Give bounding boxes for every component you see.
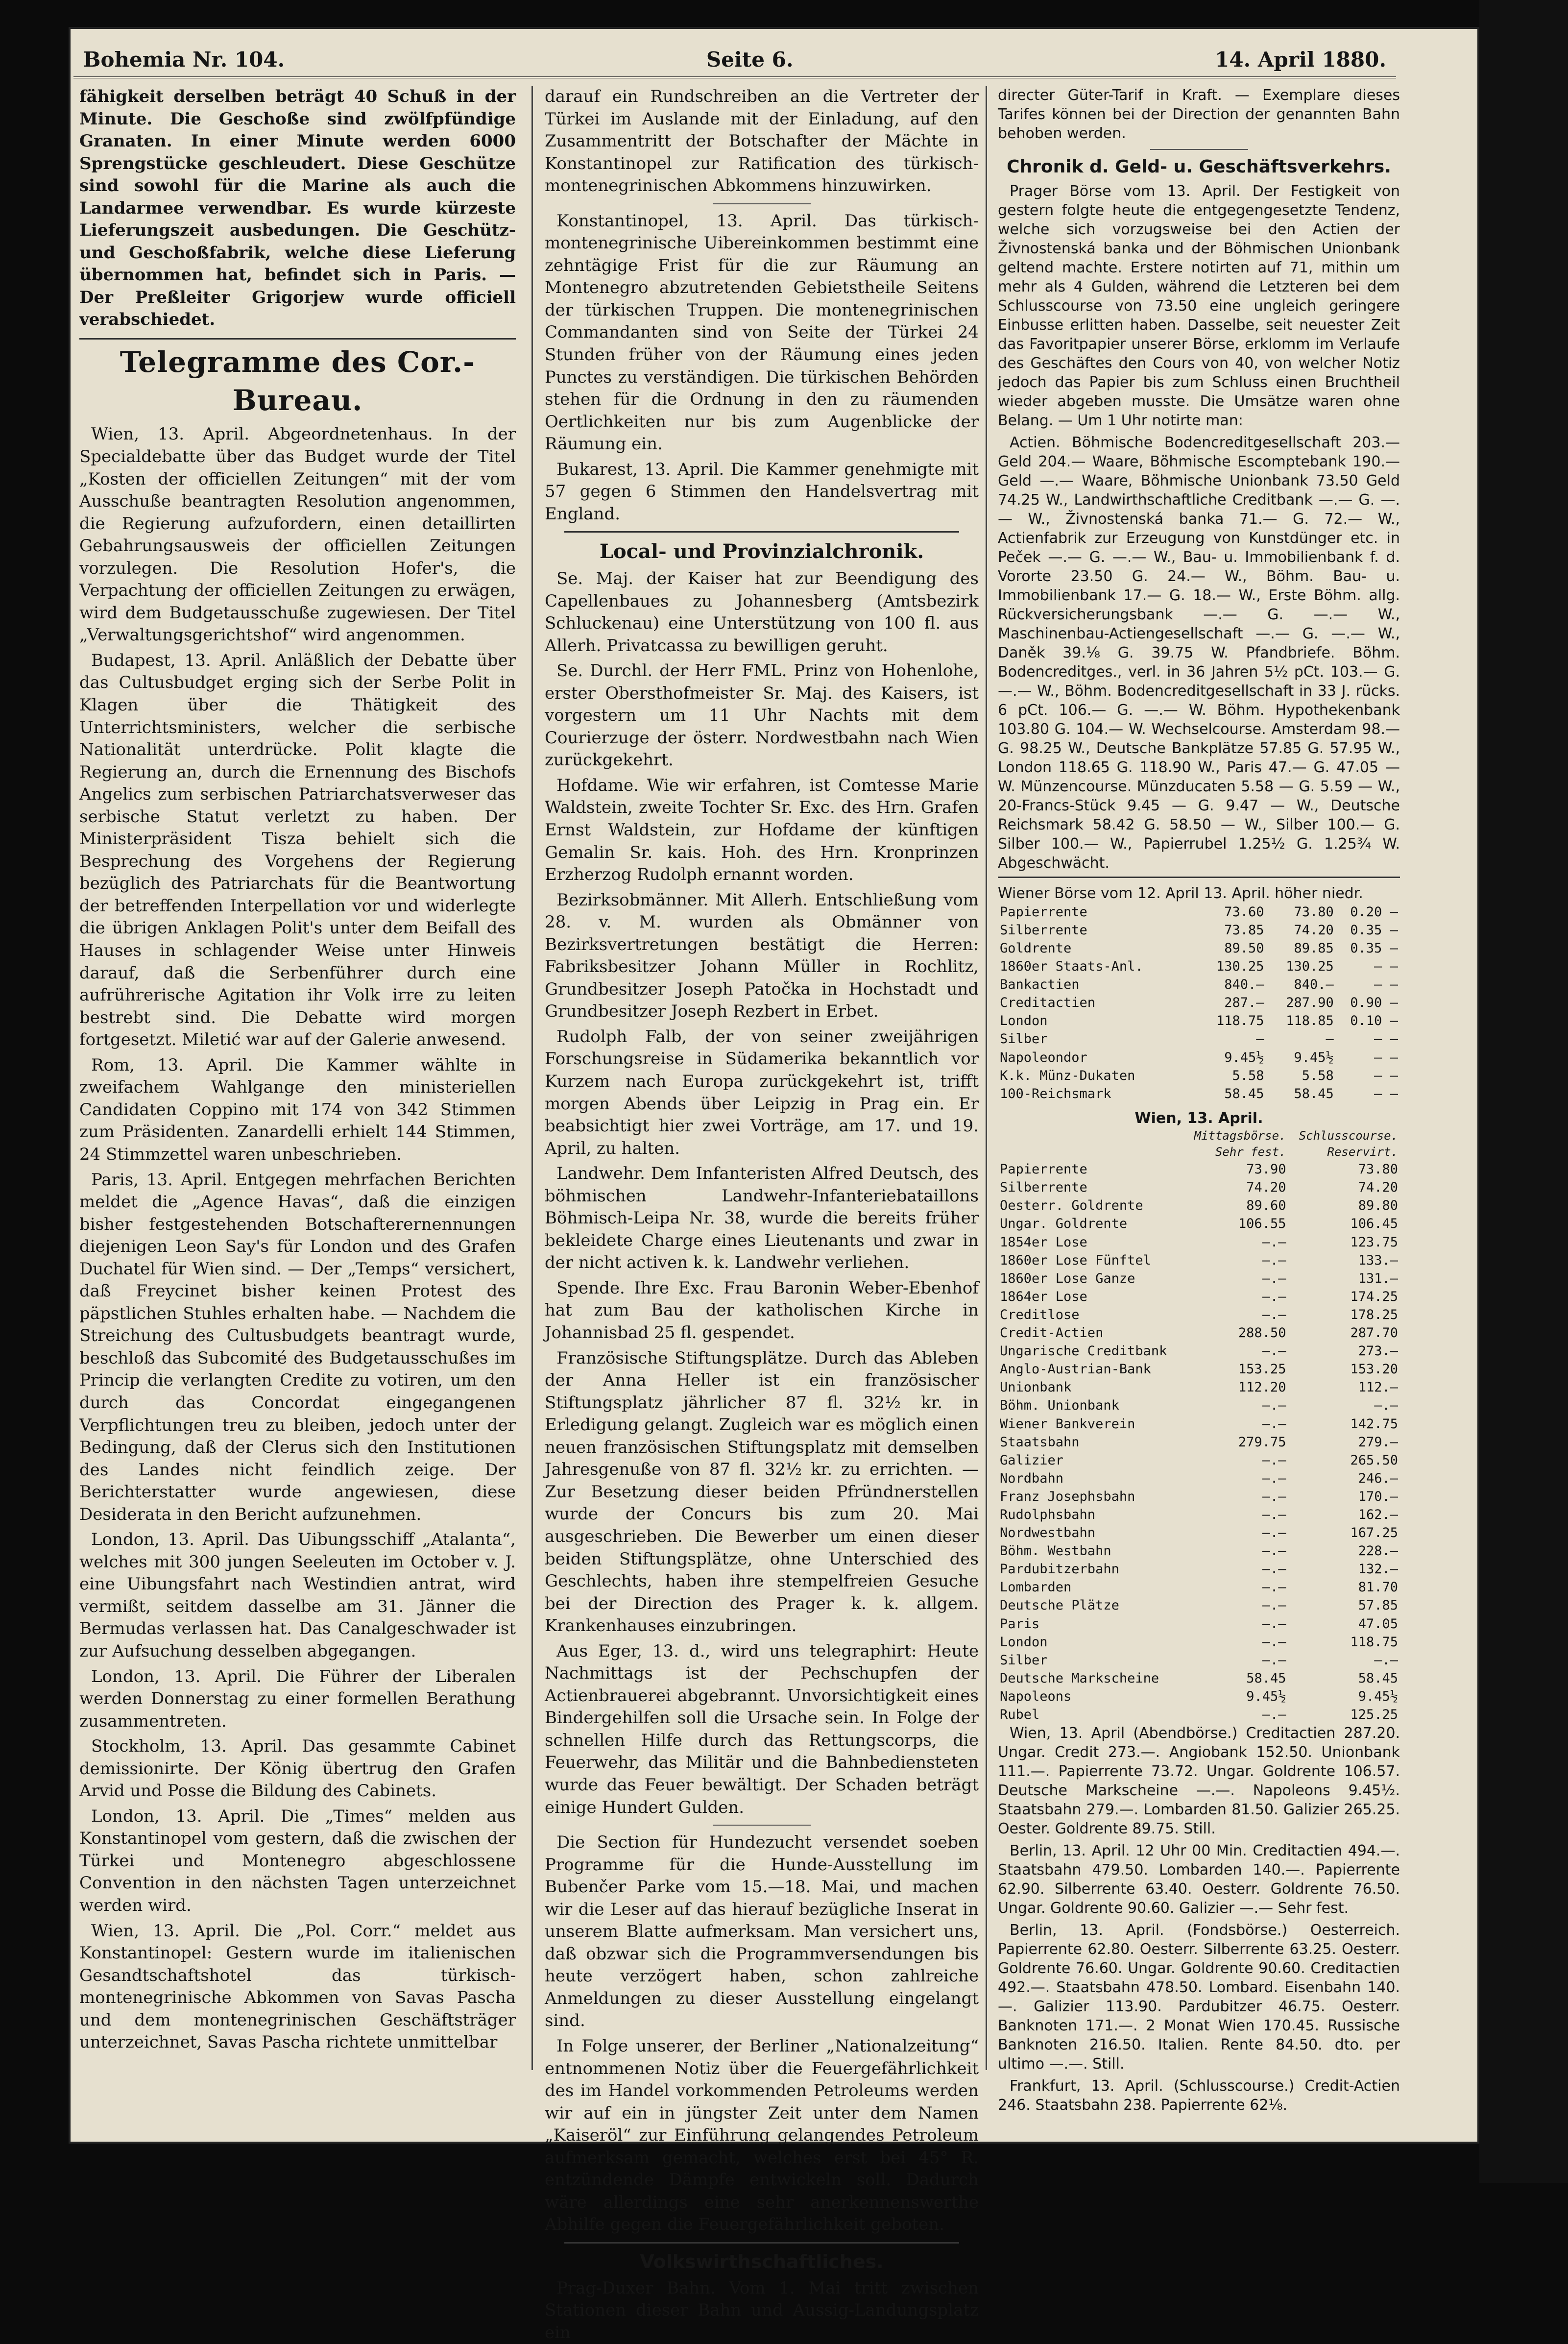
table-cell: 840.—	[1294, 977, 1334, 993]
table-cell: 287.70	[1350, 1325, 1398, 1341]
table-row	[998, 1669, 1400, 1687]
table-row	[998, 1651, 1400, 1669]
table-row	[998, 1687, 1400, 1706]
divider	[564, 531, 959, 533]
table-cell: Anglo-Austrian-Bank	[1000, 1362, 1151, 1377]
table-cell: —	[1374, 959, 1382, 975]
table-cell: —.—	[1262, 1580, 1286, 1595]
table-cell: 125.25	[1350, 1707, 1398, 1723]
page-edge-shadow	[1479, 0, 1568, 2183]
table-cell: Ungarische Creditbank	[1000, 1343, 1167, 1359]
table-cell: Goldrente	[1000, 940, 1072, 956]
table-row	[998, 1396, 1400, 1415]
table-cell: —.—	[1262, 1525, 1286, 1541]
table-cell: Silberrente	[1000, 922, 1087, 938]
table-row	[998, 1378, 1400, 1396]
table-cell: 142.75	[1350, 1416, 1398, 1432]
table-cell: 167.25	[1350, 1525, 1398, 1541]
table-cell: Papierrente	[1000, 1162, 1087, 1177]
table-cell: 74.20	[1246, 1180, 1286, 1196]
table-cell: 265.50	[1350, 1452, 1398, 1468]
table-row	[998, 921, 1400, 939]
table-row	[998, 1560, 1400, 1578]
divider	[998, 877, 1400, 878]
wien-evening-report: Wien, 13. April (Abendbörse.) Creditactien 287.20. Ungar. Credit 273.—. Angiobank 152.50. Unionbank 111.—. Papierrente 73.72. Ungar. Goldrente 106.57. Deutsche Markscheine —.—. Napoleons 9.45½. Staatsbahn 279.—. Lombarden 81.50. Galizier 265.25. Oester. Goldrente 89.75. Still.	[998, 1725, 1400, 1838]
header-page-number: Seite 6.	[706, 48, 794, 72]
table-cell: —	[1374, 1086, 1382, 1101]
table-row	[998, 1233, 1400, 1251]
table-cell: 58.45	[1224, 1086, 1264, 1101]
table-row	[998, 1706, 1400, 1724]
table-cell: Nordwestbahn	[1000, 1525, 1096, 1541]
table-row	[998, 1288, 1400, 1306]
local-news-item: Se. Maj. der Kaiser hat zur Beendigung des Capellenbaues zu Johannesberg (Amtsbezirk Schluckenau) eine Unterstützung von 100 fl. aus Allerh. Privatcassa zu bewilligen geruht.	[545, 568, 979, 656]
table-row	[998, 1012, 1400, 1030]
table-cell: 73.80	[1294, 904, 1334, 920]
table-cell: 1864er Lose	[1000, 1289, 1087, 1304]
table-cell: —.—	[1262, 1598, 1286, 1613]
table-cell: —.—	[1262, 1634, 1286, 1650]
table-cell: 123.75	[1350, 1234, 1398, 1250]
table-cell: —.—	[1262, 1543, 1286, 1559]
table-cell: 153.20	[1350, 1362, 1398, 1377]
table-cell: 112.—	[1358, 1380, 1398, 1395]
table-cell: 279.—	[1358, 1434, 1398, 1450]
header-date: 14. April 1880.	[1215, 48, 1386, 72]
table-cell: 170.—	[1358, 1489, 1398, 1504]
table-cell: —	[1390, 1031, 1398, 1047]
table-cell: Ungar. Goldrente	[1000, 1216, 1128, 1232]
table-cell: London	[1000, 1013, 1048, 1029]
table-cell: —	[1390, 904, 1398, 920]
table-cell: Lombarden	[1000, 1580, 1072, 1595]
table-cell: 73.60	[1224, 904, 1264, 920]
table-row	[998, 1049, 1400, 1067]
table-cell: 81.70	[1358, 1580, 1398, 1595]
berlin-fonds-report: Berlin, 13. April. (Fondsbörse.) Oesterreich. Papierrente 62.80. Oesterr. Silberrente 63.25. Oesterr. Goldrente 76.60. Ungar. Goldrente 90.60. Creditactien 492.—. Staatsbahn 478.50. Lombard. Eisenbahn 140.—. Galizier 113.90. Pardubitzer 46.75. Oesterr. Banknoten 171.—. 2 Monat Wien 170.45. Russische Banknoten 216.50. Italien. Rente 84.50. dto. per ultimo —.—. Still.	[998, 1922, 1400, 2073]
table-cell: —.—	[1262, 1343, 1286, 1359]
table-row	[998, 1178, 1400, 1196]
table-cell: —	[1374, 977, 1382, 993]
table-cell: —	[1374, 1068, 1382, 1083]
telegram-item: Rom, 13. April. Die Kammer wählte in zweifachem Wahlgange den ministeriellen Candidaten Coppino mit 174 von 342 Stimmen zum Präsidenten. Zanardelli erhielt 144 Stimmen, 24 Stimmzettel waren unbeschrieben.	[79, 1055, 516, 1164]
table-row	[998, 1324, 1400, 1342]
table-cell: 0.35	[1350, 940, 1382, 956]
table-cell: 74.20	[1358, 1180, 1398, 1196]
table-row	[998, 1542, 1400, 1560]
local-news-item: Se. Durchl. der Herr FML. Prinz von Hohenlohe, erster Obersthofmeister Sr. Maj. des Kaisers, ist vorgestern um 11 Uhr Nachts mit dem Courierzuge der österr. Nordwestbahn nach Wien zurückgekehrt.	[545, 661, 979, 770]
wien-midday-title: Wien, 13. April.	[1134, 1109, 1263, 1127]
table-cell: —.—	[1262, 1234, 1286, 1250]
column-divider-2	[986, 86, 987, 2070]
table-cell: —.—	[1262, 1416, 1286, 1432]
table-cell: 5.58	[1232, 1068, 1264, 1083]
table-cell: 9.45½	[1358, 1688, 1398, 1704]
table-cell: 0.35	[1350, 922, 1382, 938]
telegram-item: London, 13. April. Die Führer der Liberalen werden Donnerstag zu einer formellen Berathung zusammentreten.	[79, 1666, 516, 1731]
table-header: Mittagsbörse.	[1194, 1128, 1286, 1143]
table-row	[998, 1196, 1400, 1215]
table-cell: 58.45	[1246, 1670, 1286, 1686]
table-cell: —	[1326, 1031, 1334, 1047]
local-news-item: Aus Eger, 13. d., wird uns telegraphirt: Heute Nachmittags ist der Pechschupfen der Actienbrauerei abgebrannt. Unvorsichtigkeit eines Bindergehilfen soll die Ursache sein. In Folge der schnellen Hilfe durch das Rettungscorps, die Feuerwehr, das Militär und die Bahnbediensteten wurde das Feuer bewältigt. Der Schaden beträgt einige Hundert Gulden.	[545, 1641, 979, 1817]
table-cell: 153.25	[1238, 1362, 1286, 1377]
table-cell: 112.20	[1238, 1380, 1286, 1395]
table-cell: 288.50	[1238, 1325, 1286, 1341]
telegram-item: Paris, 13. April. Entgegen mehrfachen Berichten meldet die „Agence Havas“, daß die einzigen bisher festgestehenden Botschafterernennungen diejenigen Leon Say's für London und des Grafen Duchatel für Wien sind. — Der „Temps“ versichert, daß Freycinet bisher keinen Protest des päpstlichen Stuhles erhalten habe. — Nachdem die Streichung des Cultusbudgets beantragt wurde, beschloß das Subcomité des Budgetausschußes im Princip die verlangten Credite zu votiren, um den durch das Concordat eingegangenen Verpflichtungen treu zu bleiben, jedoch unter der Bedingung, daß der Clerus sich den Institutionen des Landes nicht feindlich zeige. Der Berichterstatter wurde angewiesen, diese Desiderata in den Bericht aufzunehmen.	[79, 1170, 516, 1524]
table-cell: —	[1390, 922, 1398, 938]
table-cell: 174.25	[1350, 1289, 1398, 1304]
table-cell: Credit-Actien	[1000, 1325, 1104, 1341]
table-cell: 9.45½	[1246, 1688, 1286, 1704]
local-news-item: Bezirksobmänner. Mit Allerh. Entschließung vom 28. v. M. wurden als Obmänner von Bezirksvertretungen bestätigt die Herren: Fabriksbesitzer Johann Müller in Rochlitz, Grundbesitzer Joseph Patočka in Hochstadt und Grundbesitzer Joseph Rezbert in Erbet.	[545, 890, 979, 1022]
table-header: Sehr fest.	[1215, 1145, 1286, 1159]
table-row	[998, 1506, 1400, 1524]
table-cell: 89.60	[1246, 1198, 1286, 1214]
table-cell: 246.—	[1358, 1470, 1398, 1486]
telegram-item: Budapest, 13. April. Anläßlich der Debatte über das Cultusbudget erging sich der Serbe Polit in Klagen über die Thätigkeit des Unterrichtsministers, welcher die serbische Nationalität unterdrücke. Polit klagte die Regierung an, durch die Ernennung des Bischofs Angelics zum serbischen Patriarchatsverweser das serbische Statut verletzt zu haben. Der Ministerpräsident Tisza behielt sich die Besprechung des Vorgehens der Regierung bezüglich des Patriarchats für die Beantwortung der betreffenden Interpellation vor und widerlegte die übrigen Anklagen Polit's unter dem Beifall des Hauses in schlagender Weise unter Hinweis darauf, daß die Serbenführer durch eine aufrührerische Agitation ihr Volk irre zu leiten bestrebt sind. Die Debatte wird morgen fortgesetzt. Miletić war auf der Galerie anwesend.	[79, 650, 516, 1050]
table-cell: —	[1390, 977, 1398, 993]
table-row	[998, 1615, 1400, 1633]
table-cell: —.—	[1374, 1398, 1398, 1414]
table-cell: —	[1390, 1068, 1398, 1083]
wiener-boerse-title: Wiener Börse vom 12. April 13. April. höher niedr.	[998, 884, 1363, 902]
table-row	[998, 1342, 1400, 1360]
table-row	[998, 939, 1400, 957]
column-2	[539, 86, 985, 2343]
local-news-item: Spende. Ihre Exc. Frau Baronin Weber-Ebenhof hat zum Bau der katholischen Kirche in Johannisbad 25 fl. gespendet.	[545, 1278, 979, 1343]
table-row	[998, 1578, 1400, 1596]
divider	[713, 203, 811, 204]
table-cell: —.—	[1262, 1470, 1286, 1486]
local-news-item: In Folge unserer, der Berliner „Nationalzeitung“ entnommenen Notiz über die Feuergefährlichkeit des im Handel vorkommenden Petroleums werden wir auf ein in jüngster Zeit unter dem Namen „Kaiseröl“ zur Einführung gelangendes Petroleum aufmerksam gemacht, welches erst bei 45° R. entzündende Dämpfe entwickeln soll. Dadurch wäre allerdings eine sehr anerkennenswerthe Abhilfe gegen die Feuergefährlichkeit geboten.	[545, 2036, 979, 2235]
table-cell: K.k. Münz-Dukaten	[1000, 1068, 1135, 1083]
table-row	[998, 1215, 1400, 1233]
table-cell: 118.75	[1350, 1634, 1398, 1650]
table-cell: 132.—	[1358, 1562, 1398, 1577]
table-row	[998, 1085, 1400, 1103]
table-cell: Creditactien	[1000, 995, 1096, 1011]
table-cell: Böhm. Unionbank	[1000, 1398, 1119, 1414]
column-divider-1	[531, 86, 533, 2070]
table-row	[998, 976, 1400, 994]
table-row	[998, 1360, 1400, 1378]
table-cell: Creditlose	[1000, 1307, 1080, 1322]
table-cell: —.—	[1262, 1307, 1286, 1322]
table-cell: 0.90	[1350, 995, 1382, 1011]
table-cell: —.—	[1262, 1707, 1286, 1723]
prager-boerse-quotes: Actien. Böhmische Bodencreditgesellschaft 203.— Geld 204.— Waare, Böhmische Escomptebank 190.— Geld —.— Waare, Böhmische Unionbank 73.50 Geld 74.25 W., Landwirthschaftliche Creditbank —.— G. —.— W., Živnostenská banka 71.— G. 72.— W., Actienfabrik zur Erzeugung von Kunstdünger etc. in Peček —.— G. —.— W., Bau- u. Immobilienbank f. d. Vororte 23.50 G. 24.— W., Böhm. Bau- u. Immobilienbank 17.— G. 18.— W., Erste Böhm. allg. Rückversicherungsbank —.— G. —.— W., Maschinenbau-Actiengesellschaft —.— G. —.— W., Daněk 39.⅛ G. 39.75 W. Pfandbriefe. Böhm. Bodencreditges., verl. in 36 Jahren 5½ pCt. 103.— G. —.— W., Böhm. Bodencreditgesellschaft in 33 J. rücks. 6 pCt. 106.— G. —.— W. Böhm. Hypothekenbank 103.80 G. 104.— W. Wechselcourse. Amsterdam 98.— G. 98.25 W., Deutsche Bankplätze 57.85 G. 57.95 W., London 118.65 G. 118.90 W., Paris 47.— G. 47.05 — W. Münzencourse. Münzducaten 5.58 — G. 5.59 — W., 20-Francs-Stück 9.45 — G. 9.47 — W., Deutsche Reichsmark 58.42 G. 58.50 — W., Silber 100.— G. Silber 100.— W., Papierrubel 1.25½ G. 1.25¾ W. Abgeschwächt.	[998, 434, 1400, 872]
table-cell: 279.75	[1238, 1434, 1286, 1450]
table-cell: —.—	[1262, 1289, 1286, 1304]
table-cell: 1860er Lose Fünftel	[1000, 1252, 1151, 1268]
table-cell: —	[1374, 1050, 1382, 1065]
table-cell: 58.45	[1358, 1670, 1398, 1686]
table-cell: Franz Josephsbahn	[1000, 1489, 1135, 1504]
section-heading-money-chronicle: Chronik d. Geld- u. Geschäftsverkehrs.	[1007, 157, 1391, 177]
table-cell: 0.20	[1350, 904, 1382, 920]
table-cell: 228.—	[1358, 1543, 1398, 1559]
divider	[713, 1825, 811, 1826]
table-cell: Deutsche Plätze	[1000, 1598, 1119, 1613]
table-cell: Rubel	[1000, 1707, 1040, 1723]
table-cell: 74.20	[1294, 922, 1334, 938]
col3-intro: directer Güter-Tarif in Kraft. — Exemplare dieses Tarifes können bei der Direction der genannten Bahn behoben werden.	[998, 87, 1400, 142]
table-cell: —	[1390, 1013, 1398, 1029]
table-row	[998, 1633, 1400, 1651]
table-cell: —.—	[1262, 1252, 1286, 1268]
table-cell: 89.80	[1358, 1198, 1398, 1214]
table-cell: Paris	[1000, 1616, 1040, 1632]
table-cell: Pardubitzerbahn	[1000, 1562, 1119, 1577]
table-cell: Silberrente	[1000, 1180, 1087, 1196]
local-news-item: Rudolph Falb, der von seiner zweijährigen Forschungsreise in Südamerika bekanntlich vor Kurzem nach Europa zurückgekehrt ist, trifft morgen Abends über Leipzig in Prag ein. Er beabsichtigt hier zwei Vorträge, am 17. und 19. April, zu halten.	[545, 1026, 979, 1158]
table-header: Reservirt.	[1327, 1145, 1398, 1159]
table-cell: 130.25	[1286, 959, 1334, 975]
table-cell: Bankactien	[1000, 977, 1080, 993]
table-cell: 287.90	[1286, 995, 1334, 1011]
table-cell: London	[1000, 1634, 1048, 1650]
table-cell: Nordbahn	[1000, 1470, 1064, 1486]
table-cell: —	[1374, 1031, 1382, 1047]
table-row	[998, 1251, 1400, 1270]
table-cell: —.—	[1262, 1398, 1286, 1414]
table-cell: 73.90	[1246, 1162, 1286, 1177]
table-cell: —	[1390, 1086, 1398, 1101]
table-cell: 57.85	[1358, 1598, 1398, 1613]
table-row	[998, 1160, 1400, 1178]
table-cell: Böhm. Westbahn	[1000, 1543, 1111, 1559]
table-cell: 47.05	[1358, 1616, 1398, 1632]
table-cell: —.—	[1262, 1652, 1286, 1668]
economics-item: Prag-Duxer Bahn. Vom 1. Mai tritt zwischen Stationen dieser Bahn und Aussig-Landungsplatz ein	[545, 2278, 979, 2343]
table-cell: —.—	[1262, 1507, 1286, 1522]
column-1	[73, 86, 522, 2065]
table-cell: 106.55	[1238, 1216, 1286, 1232]
table-cell: Silber	[1000, 1652, 1048, 1668]
telegram-item: Konstantinopel, 13. April. Das türkisch-montenegrinische Uibereinkommen bestimmt eine zehntägige Frist für die zur Räumung an Montenegro abzutretenden Gebietstheile Seitens der türkischen Truppen. Die montenegrinischen Commandanten sind von Seite der Türkei 24 Stunden früher von der Räumung eines jeden Punctes zu verständigen. Die türkischen Behörden stehen für die Ordnung in den zu räumenden Oertlichkeiten nur bis zum Augenblicke der Räumung ein.	[545, 211, 979, 454]
col1-intro: fähigkeit derselben beträgt 40 Schuß in der Minute. Die Geschoße sind zwölfpfündige Granaten. In einer Minute werden 6000 Sprengstücke geschleudert. Diese Geschütze sind sowohl für die Marine als auch die Landarmee verwendbar. Es wurde kürzeste Lieferungszeit ausbedungen. Die Geschütz- und Geschoßfabrik, welche diese Lieferung übernommen hat, befindet sich in Paris. — Der Preßleiter Grigorjew wurde officiell verabschiedet.	[79, 87, 516, 330]
table-cell: 840.—	[1224, 977, 1264, 993]
table-cell: Unionbank	[1000, 1380, 1072, 1395]
table-row	[998, 994, 1400, 1012]
table-cell: 118.75	[1216, 1013, 1264, 1029]
table-cell: Staatsbahn	[1000, 1434, 1080, 1450]
telegram-item: London, 13. April. Die „Times“ melden aus Konstantinopel vom gestern, daß die zwischen der Türkei und Montenegro abgeschlossene Convention in den nächsten Tagen unterzeichnet werden wird.	[79, 1806, 516, 1915]
table-cell: —	[1390, 940, 1398, 956]
table-cell: 5.58	[1302, 1068, 1334, 1083]
table-cell: 73.80	[1358, 1162, 1398, 1177]
table-cell: 106.45	[1350, 1216, 1398, 1232]
table-row	[998, 1596, 1400, 1614]
table-cell: —.—	[1262, 1452, 1286, 1468]
section-heading-economics: Volkswirthschaftliches.	[640, 2250, 884, 2272]
page-header	[73, 39, 1396, 78]
table-row	[998, 1488, 1400, 1506]
table-header-empty	[998, 1128, 1184, 1144]
table-cell: Oesterr. Goldrente	[1000, 1198, 1143, 1214]
table-cell: 162.—	[1358, 1507, 1398, 1522]
table-cell: 178.25	[1350, 1307, 1398, 1322]
header-issue: Bohemia Nr. 104.	[83, 48, 285, 72]
table-row	[998, 1306, 1400, 1324]
table-cell: Galizier	[1000, 1452, 1064, 1468]
table-cell: —.—	[1262, 1616, 1286, 1632]
table-row	[998, 1415, 1400, 1433]
table-cell: —	[1390, 959, 1398, 975]
col2-intro: darauf ein Rundschreiben an die Vertreter der Türkei im Auslande mit der Einladung, auf den Zusammentritt der Botschafter der Mächte in Konstantinopel zur Ratification des türkisch-montenegrinischen Abkommens hinzuwirken.	[545, 87, 979, 196]
section-heading-telegrams: Telegramme des Cor.-Bureau.	[79, 338, 516, 419]
table-cell: 9.45½	[1294, 1050, 1334, 1065]
table-cell: Napoleons	[1000, 1688, 1072, 1704]
table-cell: Deutsche Markscheine	[1000, 1670, 1159, 1686]
table-header-empty	[998, 1144, 1184, 1160]
table-cell: 118.85	[1286, 1013, 1334, 1029]
table-cell: Wiener Bankverein	[1000, 1416, 1135, 1432]
table-cell: 1854er Lose	[1000, 1234, 1087, 1250]
table-cell: 89.50	[1224, 940, 1264, 956]
table-row	[998, 1451, 1400, 1469]
table-cell: 0.10	[1350, 1013, 1382, 1029]
table-cell: Napoleondor	[1000, 1050, 1087, 1065]
table-cell: 73.85	[1224, 922, 1264, 938]
table-cell: 9.45½	[1224, 1050, 1264, 1065]
frankfurt-report: Frankfurt, 13. April. (Schlusscourse.) Credit-Actien 246. Staatsbahn 238. Papierrente 62⅛.	[998, 2077, 1400, 2114]
table-row	[998, 903, 1400, 921]
table-header: Schlusscourse.	[1299, 1128, 1398, 1143]
table-cell: 89.85	[1294, 940, 1334, 956]
local-news-item: Hofdame. Wie wir erfahren, ist Comtesse Marie Waldstein, zweite Tochter Sr. Exc. des Hrn. Grafen Ernst Waldstein, zur Hofdame der künftigen Gemalin Sr. kais. Hoh. des Hrn. Kronprinzen Erzherzog Rudolph ernannt worden.	[545, 775, 979, 885]
table-cell: 1860er Staats-Anl.	[1000, 959, 1143, 975]
table-row	[998, 1524, 1400, 1542]
telegram-item: Wien, 13. April. Abgeordnetenhaus. In der Specialdebatte über das Budget wurde der Titel „Kosten der officiellen Zeitungen“ mit der vom Ausschuße beantragten Resolution angenommen, die Regierung aufzufordern, einen detaillirten Gebahrungsausweis der officiellen Zeitungen vorzulegen. Die Resolution Hofer's, die Verpachtung der officiellen Zeitungen zu erwägen, wird dem Budgetausschuße zugewiesen. Der Titel „Verwaltungsgerichtshof“ wird angenommen.	[79, 424, 516, 645]
table-cell: 131.—	[1358, 1270, 1398, 1286]
wien-midday-table	[998, 1128, 1400, 1724]
prager-boerse-report: Prager Börse vom 13. April. Der Festigkeit von gestern folgte heute die entgegengesetzte Tendenz, welche sich vorzugsweise bei den Actien der Živnostenská banka und der Böhmischen Unionbank geltend machte. Erstere notirten auf 71, mithin um mehr als 4 Gulden, während die Letzteren bei dem Schlusscourse von 73.50 eine ungleich geringere Einbusse erlitten haben. Dasselbe, seit neuester Zeit das Favoritpapier unserer Börse, erklomm im Verlaufe des Geschäftes den Cours von 40, von welcher Notiz jedoch das Papier bis zum Schluss einen Bruchtheil wieder abgeben musste. Die Umsätze waren ohne Belang. — Um 1 Uhr notirte man:	[998, 182, 1400, 429]
column-3	[992, 86, 1406, 2114]
table-cell: 133.—	[1358, 1252, 1398, 1268]
table-row	[998, 1067, 1400, 1085]
table-cell: —.—	[1374, 1652, 1398, 1668]
table-cell: —.—	[1262, 1489, 1286, 1504]
section-heading-local-chronicle: Local- und Provinzialchronik.	[599, 540, 924, 563]
table-row	[998, 1030, 1400, 1048]
berlin-report: Berlin, 13. April. 12 Uhr 00 Min. Creditactien 494.—. Staatsbahn 479.50. Lombarden 140.—. Papierrente 62.90. Silberrente 63.40. Oesterr. Goldrente 76.50. Ungar. Goldrente 90.60. Galizier —.— Sehr fest.	[998, 1842, 1400, 1917]
table-cell: 287.—	[1224, 995, 1264, 1011]
local-news-item: Die Section für Hundezucht versendet soeben Programme für die Hunde-Ausstellung im Bubenčer Parke vom 15.—18. Mai, und machen wir die Leser auf das hierauf bezügliche Inserat in unserem Blatte aufmerksam. Man versichert uns, daß obzwar sich die Programmversendungen bis heute verzögert haben, schon zahlreiche Anmeldungen zu dieser Ausstellung eingelangt sind.	[545, 1832, 979, 2031]
table-row	[998, 957, 1400, 976]
telegram-item: Wien, 13. April. Die „Pol. Corr.“ meldet aus Konstantinopel: Gestern wurde im italienischen Gesandtschaftshotel das türkisch-montenegrinische Abkommen von Savas Pascha und dem montenegrinischen Geschäftsträger unterzeichnet, Savas Pascha richtete unmittelbar	[79, 1921, 516, 2052]
table-row	[998, 1469, 1400, 1488]
table-cell: Silber	[1000, 1031, 1048, 1047]
table-cell: 273.—	[1358, 1343, 1398, 1359]
table-row	[998, 1270, 1400, 1288]
table-cell: Papierrente	[1000, 904, 1087, 920]
table-cell: —.—	[1262, 1270, 1286, 1286]
table-row	[998, 1433, 1400, 1451]
table-cell: 130.25	[1216, 959, 1264, 975]
local-news-item: Französische Stiftungsplätze. Durch das Ableben der Anna Heller ist ein französischer Stiftungsplatz jährlicher 87 fl. 32½ kr. in Erledigung gelangt. Zugleich war es möglich einen neuen französischen Stiftungsplatz mit demselben Jahresgenuße von 87 fl. 32½ kr. zu errichten. — Zur Besetzung dieser beiden Pfründnerstellen wurde der Concurs bis zum 20. Mai ausgeschrieben. Die Bewerber um einen dieser beiden Stiftungsplätze, ohne Unterschied des Geschlechts, haben ihre stempelfreien Gesuche bei der Direction des Prager k. k. allgem. Krankenhauses einzubringen.	[545, 1348, 979, 1636]
table-cell: —	[1256, 1031, 1264, 1047]
table-cell: 100-Reichsmark	[1000, 1086, 1111, 1101]
telegram-item: Bukarest, 13. April. Die Kammer genehmigte mit 57 gegen 6 Stimmen den Handelsvertrag mit England.	[545, 459, 979, 524]
divider	[1150, 149, 1248, 150]
wiener-boerse-table	[998, 903, 1400, 1103]
table-cell: —	[1390, 995, 1398, 1011]
table-cell: —	[1390, 1050, 1398, 1065]
divider	[564, 2242, 959, 2244]
telegram-item: London, 13. April. Das Uibungsschiff „Atalanta“, welches mit 300 jungen Seeleuten im October v. J. eine Uibungsfahrt nach Westindien antrat, wird vermißt, seitdem dasselbe am 31. Jänner die Bermudas verlassen hat. Das Canalgeschwader ist zur Aufsuchung desselben abgegangen.	[79, 1530, 516, 1661]
table-cell: —.—	[1262, 1562, 1286, 1577]
telegram-item: Stockholm, 13. April. Das gesammte Cabinet demissionirte. Der König übertrug den Grafen Arvid und Posse die Bildung des Cabinets.	[79, 1736, 516, 1801]
table-cell: Rudolphsbahn	[1000, 1507, 1096, 1522]
table-cell: 1860er Lose Ganze	[1000, 1270, 1135, 1286]
table-cell: 58.45	[1294, 1086, 1334, 1101]
local-news-item: Landwehr. Dem Infanteristen Alfred Deutsch, des böhmischen Landwehr-Infanteriebataillons Böhmisch-Leipa Nr. 38, wurde die bereits früher bekleidete Charge eines Lieutenants und zwar in der nicht activen k. k. Landwehr verliehen.	[545, 1164, 979, 1273]
